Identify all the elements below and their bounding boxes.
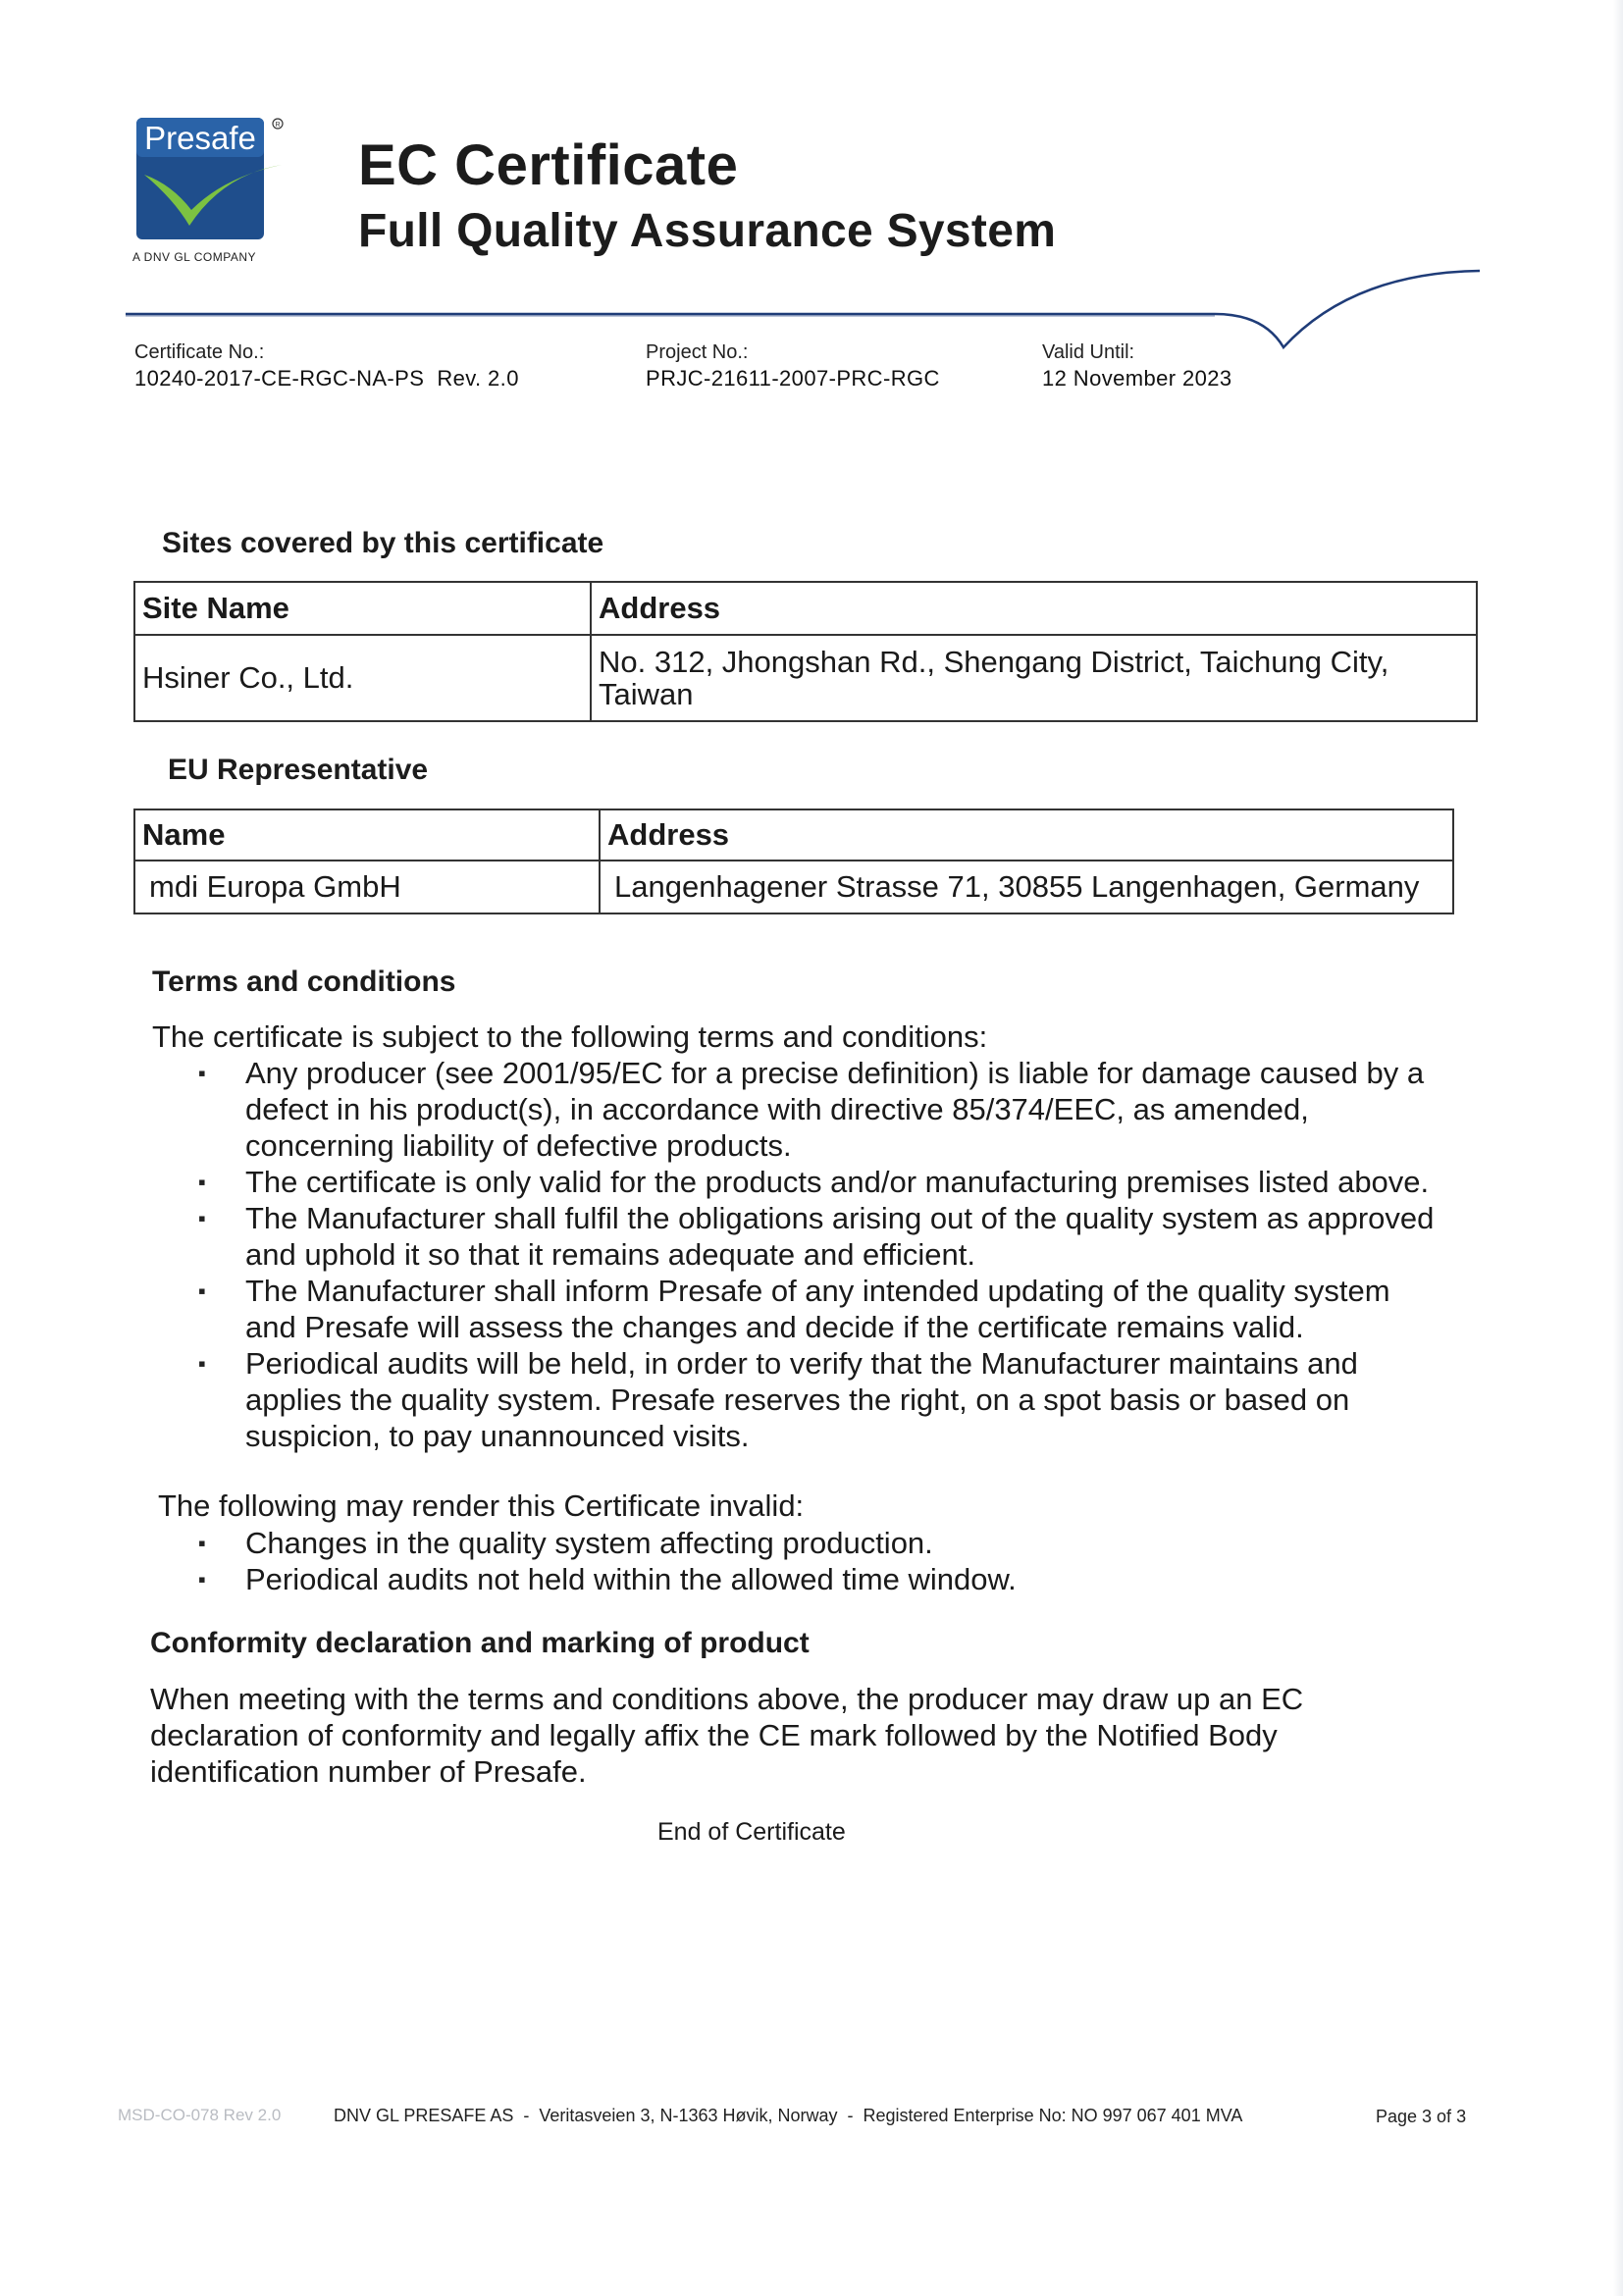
valid-until-value: 12 November 2023 <box>1042 366 1232 391</box>
list-item <box>196 1055 1511 1164</box>
certificate-subtitle: Full Quality Assurance System <box>358 205 1057 257</box>
list-item-line: ▪ The certificate is only valid for the products and/or manufacturing premises listed above. <box>245 1165 1430 1199</box>
project-number-value: PRJC-21611-2007-PRC-RGC <box>646 366 940 391</box>
presafe-logo <box>134 116 281 241</box>
list-item-line: and Presafe will assess the changes and decide if the certificate remains valid. <box>245 1310 1304 1344</box>
site-address-header: Address <box>591 582 1477 635</box>
list-item-line: suspicion, to pay unannounced visits. <box>245 1419 750 1453</box>
table-header-row <box>134 809 1453 861</box>
site-address-line2: Taiwan <box>599 677 694 711</box>
list-item <box>196 1164 1511 1200</box>
conformity-heading: Conformity declaration and marking of product <box>150 1627 810 1659</box>
table-row <box>134 861 1453 913</box>
scan-edge-shadow <box>1613 0 1623 2296</box>
site-name-header: Site Name <box>134 582 591 635</box>
list-item: ▪ Changes in the quality system affecting production. <box>196 1525 1472 1561</box>
terms-heading: Terms and conditions <box>152 965 456 998</box>
list-item <box>196 1345 1511 1454</box>
list-item-line: ▪ The Manufacturer shall inform Presafe of any intended updating of the quality system <box>245 1274 1390 1308</box>
invalid-intro: The following may render this Certificate invalid: <box>158 1488 805 1523</box>
certificate-number-label: Certificate No.: <box>134 341 265 363</box>
valid-until-block <box>1042 341 1232 391</box>
list-item-line: and uphold it so that it remains adequate and efficient. <box>245 1237 975 1272</box>
eu-rep-address-header: Address <box>600 809 1453 861</box>
logo-subtext: A DNV GL COMPANY <box>132 250 257 264</box>
project-number-block <box>646 341 940 391</box>
sites-heading: Sites covered by this certificate <box>162 527 604 559</box>
terms-list <box>196 1055 1511 1454</box>
list-item-line: ▪ Any producer (see 2001/95/EC for a precise definition) is liable for damage caused by a <box>245 1056 1425 1090</box>
certificate-title: EC Certificate <box>358 133 739 197</box>
sites-table <box>133 581 1478 722</box>
eu-rep-name-header: Name <box>134 809 600 861</box>
table-header-row <box>134 582 1477 635</box>
list-item-line: defect in his product(s), in accordance with directive 85/374/EEC, as amended, <box>245 1092 1309 1126</box>
site-address-line1: No. 312, Jhongshan Rd., Shengang District, Taichung City, <box>599 645 1389 679</box>
end-of-certificate: End of Certificate <box>657 1818 846 1846</box>
certificate-number-value: 10240-2017-CE-RGC-NA-PS Rev. 2.0 <box>134 366 519 391</box>
list-item <box>196 1200 1511 1273</box>
paragraph-line: When meeting with the terms and conditions above, the producer may draw up an EC <box>150 1682 1304 1716</box>
footer-doc-code: MSD-CO-078 Rev 2.0 <box>118 2106 282 2124</box>
invalid-list <box>196 1525 1472 1597</box>
list-item-line: ▪ The Manufacturer shall fulfil the obligations arising out of the quality system as approved <box>245 1201 1435 1235</box>
logo-wordmark: Presafe <box>144 120 256 156</box>
paragraph-line: identification number of Presafe. <box>150 1754 587 1789</box>
eu-rep-table <box>133 809 1454 914</box>
valid-until-label: Valid Until: <box>1042 341 1135 363</box>
footer-page-number: Page 3 of 3 <box>1376 2107 1467 2126</box>
footer-company-info: DNV GL PRESAFE AS - Veritasveien 3, N-1363 Høvik, Norway - Registered Enterprise No: NO 997 067 401 MVA <box>334 2106 1243 2125</box>
conformity-paragraph <box>150 1681 1475 1790</box>
project-number-label: Project No.: <box>646 341 749 363</box>
list-item-line: ▪ Periodical audits will be held, in order to verify that the Manufacturer maintains and <box>245 1346 1358 1381</box>
svg-text:R: R <box>275 122 281 129</box>
eu-rep-name-cell: mdi Europa GmbH <box>134 861 600 913</box>
table-row <box>134 635 1477 721</box>
eu-rep-heading: EU Representative <box>168 754 429 786</box>
list-item-line: applies the quality system. Presafe reserves the right, on a spot basis or based on <box>245 1383 1350 1417</box>
paragraph-line: declaration of conformity and legally affix the CE mark followed by the Notified Body <box>150 1718 1278 1752</box>
site-name-cell: Hsiner Co., Ltd. <box>134 635 591 721</box>
eu-rep-address-cell: Langenhagener Strasse 71, 30855 Langenhagen, Germany <box>600 861 1453 913</box>
terms-intro: The certificate is subject to the following terms and conditions: <box>152 1019 988 1054</box>
certificate-number-block <box>134 341 519 391</box>
site-address-cell <box>591 635 1477 721</box>
list-item: ▪ Periodical audits not held within the allowed time window. <box>196 1561 1472 1597</box>
list-item <box>196 1273 1511 1345</box>
list-item-line: concerning liability of defective products. <box>245 1128 792 1163</box>
